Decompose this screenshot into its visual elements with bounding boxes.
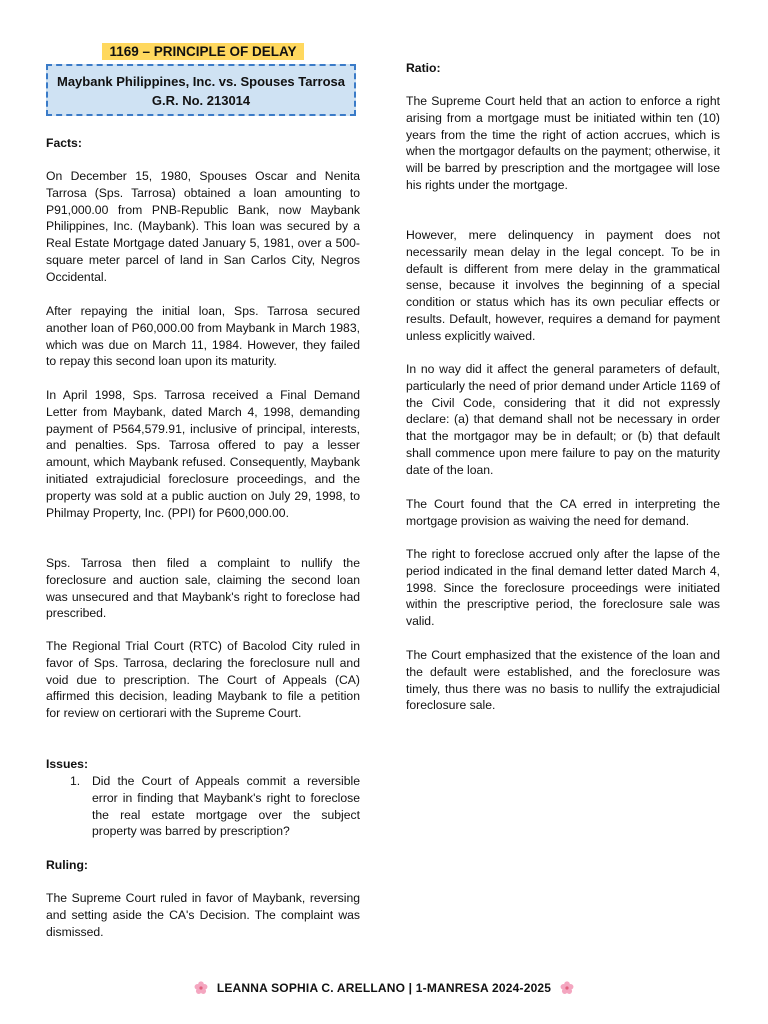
cherry-blossom-icon <box>560 981 574 995</box>
ratio-heading: Ratio: <box>406 61 441 75</box>
ratio-paragraph-6: The Court emphasized that the existence of the loan and the default were established, and the foreclosure was timely, thus there was no basis to nullify the extrajudicial foreclosure sale. <box>406 648 720 713</box>
issue-item <box>70 773 360 840</box>
facts-paragraph-5: The Regional Trial Court (RTC) of Bacolod City ruled in favor of Sps. Tarrosa, declaring the foreclosure null and void due to prescription. The Court of Appeals (CA) affirmed this decision, leading Maybank to file a petition for review on certiorari with the Supreme Court. <box>46 639 360 721</box>
issue-text: Did the Court of Appeals commit a reversible error in finding that Maybank's right to foreclose the real estate mortgage over the subject property was barred by prescription? <box>92 774 360 839</box>
case-name: Maybank Philippines, Inc. vs. Spouses Tarrosa <box>56 74 346 89</box>
ruling-paragraph: The Supreme Court ruled in favor of Maybank, reversing and setting aside the CA's Decision. The complaint was dismissed. <box>46 891 360 939</box>
page-title: 1169 – PRINCIPLE OF DELAY <box>102 43 304 60</box>
footer <box>0 981 768 995</box>
issues-heading: Issues: <box>46 757 89 771</box>
facts-paragraph-4: Sps. Tarrosa then filed a complaint to nullify the foreclosure and auction sale, claiming the second loan was unsecured and that Maybank's right to foreclose had prescribed. <box>46 556 360 621</box>
ratio-paragraph-2: However, mere delinquency in payment does not necessarily mean delay in the legal concept. To be in default is different from mere delay in the grammatical sense, because it involves the beginning of a special condition or status which has its own peculiar effects or results. Default, however, requires a demand for payment unless explicitly waived. <box>406 228 720 343</box>
ratio-paragraph-5: The right to foreclose accrued only after the lapse of the period indicated in the final demand letter dated March 4, 1998. Since the foreclosure proceedings were initiated within the prescriptive period, the foreclosure sale was valid. <box>406 547 720 629</box>
ruling-heading: Ruling: <box>46 858 88 872</box>
issue-number: 1. <box>70 774 81 788</box>
case-number: G.R. No. 213014 <box>151 93 251 108</box>
case-title-box <box>46 64 356 116</box>
ratio-paragraph-4: The Court found that the CA erred in interpreting the mortgage provision as waiving the need for demand. <box>406 497 720 528</box>
facts-paragraph-2: After repaying the initial loan, Sps. Tarrosa secured another loan of P60,000.00 from Maybank in March 1983, which was due on March 11, 1984. However, they failed to repay this second loan upon its maturity. <box>46 304 360 369</box>
facts-paragraph-1: On December 15, 1980, Spouses Oscar and Nenita Tarrosa (Sps. Tarrosa) obtained a loan amounting to P91,000.00 from PNB-Republic Bank, now Maybank Philippines, Inc. (Maybank). This loan was secured by a Real Estate Mortgage dated January 5, 1981, over a 500-square meter parcel of land in San Carlos City, Negros Occidental. <box>46 169 360 284</box>
ratio-paragraph-3: In no way did it affect the general parameters of default, particularly the need of prior demand under Article 1169 of the Civil Code, considering that it did not expressly declare: (a) that demand shall not be necessary in order that the mortgagor may be in default; or (b) that default shall commence upon mere failure to pay on the maturity date of the loan. <box>406 362 720 477</box>
footer-text: LEANNA SOPHIA C. ARELLANO | 1-MANRESA 2024-2025 <box>216 981 552 995</box>
cherry-blossom-icon <box>194 981 208 995</box>
facts-paragraph-3: In April 1998, Sps. Tarrosa received a Final Demand Letter from Maybank, dated March 4, 1998, demanding payment of P564,579.91, inclusive of principal, interests, and penalties. Sps. Tarrosa offered to pay a lesser amount, which Maybank refused. Consequently, Maybank initiated extrajudicial foreclosure proceedings, and the property was sold at a public auction on July 29, 1998, to Philmay Property, Inc. (PPI) for P600,000.00. <box>46 388 360 520</box>
facts-heading: Facts: <box>46 136 82 150</box>
ratio-paragraph-1: The Supreme Court held that an action to enforce a right arising from a mortgage must be initiated within ten (10) years from the time the right of action accrues, which is when the mortgagor defaults on the payment; otherwise, it will be barred by prescription and the mortgagee will lose his rights under the mortgage. <box>406 94 720 192</box>
